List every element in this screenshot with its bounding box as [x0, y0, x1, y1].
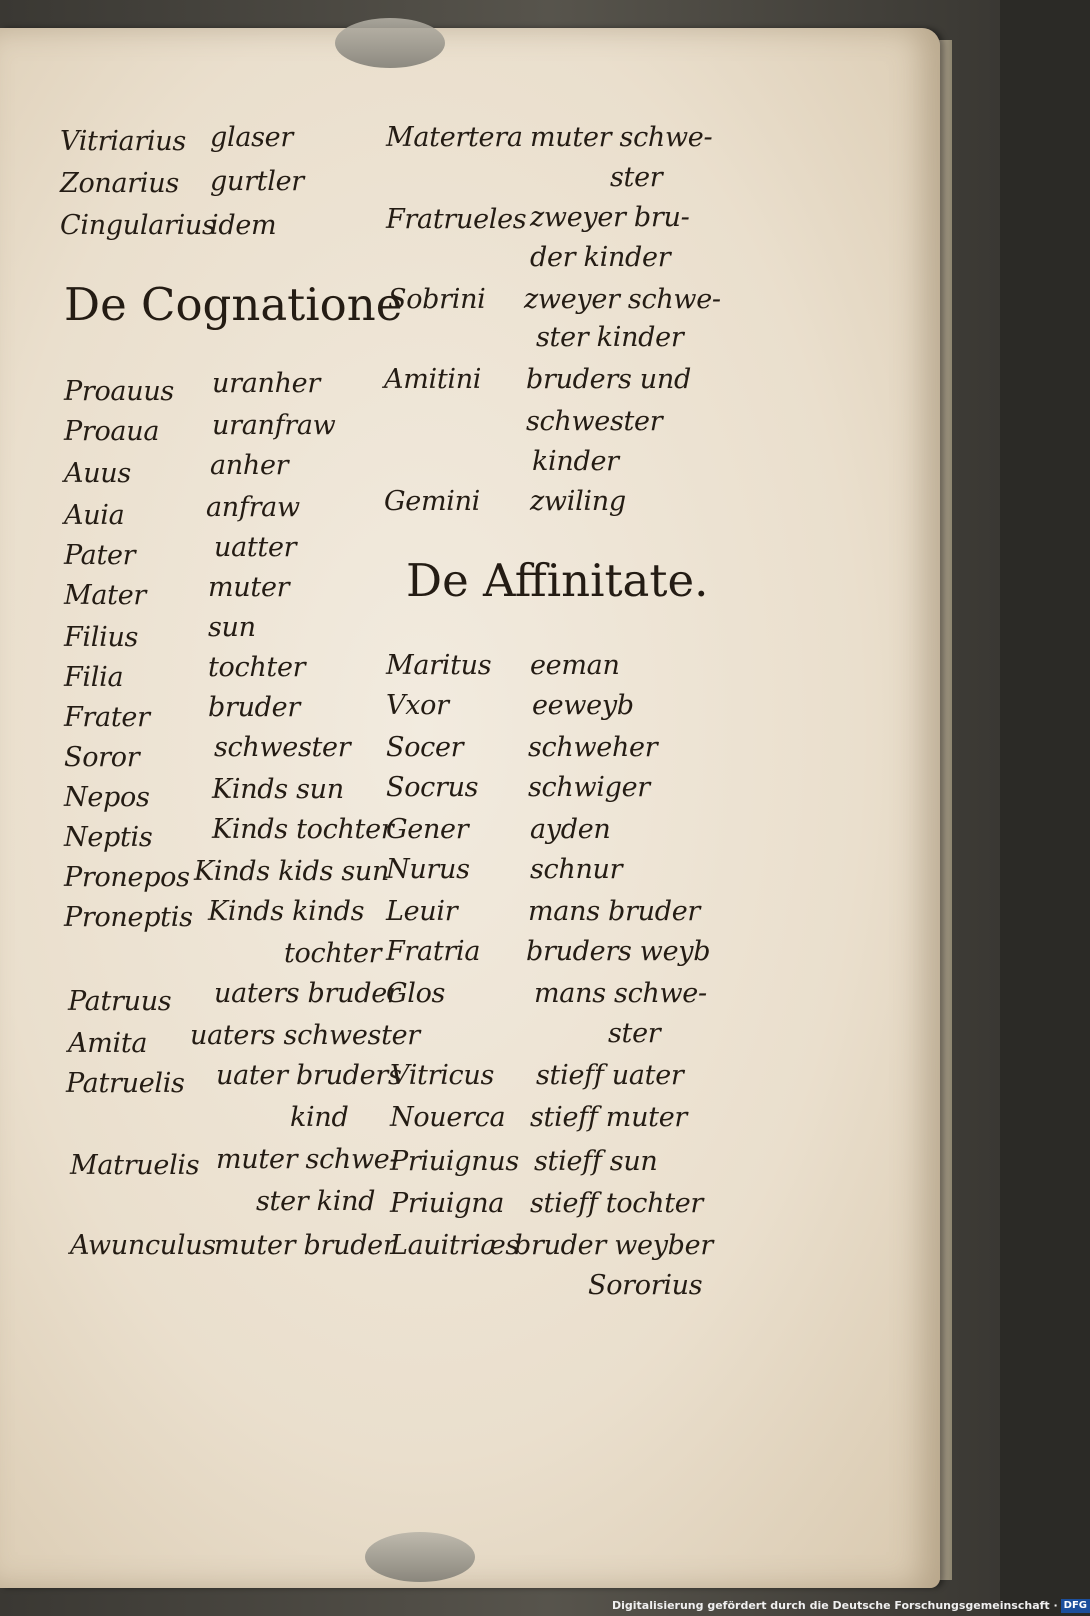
- german-term-continued: schwester: [526, 406, 663, 437]
- latin-term: Priuignus: [390, 1146, 519, 1177]
- german-term: muter schwe-: [216, 1144, 399, 1175]
- german-term: Kinds kids sun: [194, 856, 390, 887]
- german-term-continued: ster kinder: [536, 322, 684, 353]
- latin-term: Fratrueles: [386, 204, 527, 235]
- german-term: eeman: [530, 650, 620, 681]
- latin-term: Soror: [64, 742, 140, 773]
- latin-term: Fratria: [386, 936, 481, 967]
- latin-term: Proaua: [64, 416, 160, 447]
- paper-clip-top: [335, 18, 445, 68]
- latin-term: Filius: [64, 622, 139, 653]
- german-term: sun: [208, 612, 256, 643]
- german-term: stieff tochter: [530, 1188, 704, 1219]
- latin-term: Gener: [386, 814, 469, 845]
- catchword: Sororius: [588, 1270, 703, 1301]
- german-term: muter schwe-: [530, 122, 713, 153]
- latin-term: Glos: [386, 978, 446, 1009]
- latin-term: Lauitriæs: [390, 1230, 519, 1261]
- german-term: Kinds sun: [212, 774, 344, 805]
- german-term: stieff sun: [534, 1146, 658, 1177]
- latin-term: Proneptis: [64, 902, 193, 933]
- latin-term: Pronepos: [64, 862, 190, 893]
- latin-term: Matertera: [386, 122, 523, 153]
- german-term-continued: der kinder: [530, 242, 671, 273]
- latin-term: Auia: [64, 500, 125, 531]
- latin-term: Leuir: [386, 896, 458, 927]
- footer-text: Digitalisierung gefördert durch die Deutsche Forschungsgemeinschaft ·: [612, 1599, 1058, 1612]
- latin-term: Gemini: [384, 486, 481, 517]
- german-term: uranfraw: [212, 410, 336, 441]
- latin-term: Priuigna: [390, 1188, 505, 1219]
- latin-term: Nepos: [64, 782, 150, 813]
- latin-term: Vitricus: [390, 1060, 495, 1091]
- latin-term: Amita: [68, 1028, 148, 1059]
- german-term: zwiling: [530, 486, 626, 517]
- dfg-logo-icon: DFG: [1061, 1599, 1090, 1613]
- section-heading-cognatio: De Cognatione: [64, 278, 403, 331]
- german-term: zweyer bru-: [530, 202, 690, 233]
- german-term: schweher: [528, 732, 658, 763]
- latin-term: Vxor: [386, 690, 449, 721]
- german-term: gurtler: [210, 166, 304, 197]
- german-term: ayden: [530, 814, 611, 845]
- latin-term: Sobrini: [388, 284, 486, 315]
- german-term-continued: kinder: [532, 446, 619, 477]
- german-term: anher: [210, 450, 289, 481]
- german-term: bruder weyber: [514, 1230, 713, 1261]
- german-term: muter: [208, 572, 290, 603]
- german-term: tochter: [208, 652, 306, 683]
- german-term: schwester: [214, 732, 351, 763]
- paper-clip-bottom: [365, 1532, 475, 1582]
- latin-term: Socrus: [386, 772, 479, 803]
- latin-term: Nurus: [386, 854, 470, 885]
- latin-term: Patruus: [68, 986, 172, 1017]
- latin-term: Patruelis: [66, 1068, 185, 1099]
- latin-term: Frater: [64, 702, 150, 733]
- latin-term: Neptis: [64, 822, 153, 853]
- latin-term: Maritus: [386, 650, 492, 681]
- german-term: schwiger: [528, 772, 650, 803]
- german-term: mans bruder: [528, 896, 700, 927]
- german-term: bruders und: [526, 364, 691, 395]
- latin-term: Proauus: [64, 376, 174, 407]
- latin-term: Amitini: [384, 364, 482, 395]
- german-term-continued: kind: [290, 1102, 349, 1133]
- latin-term: Pater: [64, 540, 136, 571]
- german-term-continued: ster kind: [256, 1186, 376, 1217]
- german-term: stieff uater: [536, 1060, 684, 1091]
- german-term-continued: ster: [610, 162, 663, 193]
- german-term-continued: ster: [608, 1018, 661, 1049]
- german-term: bruders weyb: [526, 936, 711, 967]
- german-term: uater bruders: [216, 1060, 402, 1091]
- german-term: mans schwe-: [534, 978, 707, 1009]
- german-term: glaser: [210, 122, 293, 153]
- latin-term: Cingularius: [60, 210, 216, 241]
- latin-term: Zonarius: [60, 168, 179, 199]
- german-term: uatter: [214, 532, 297, 563]
- digitization-footer: [612, 1598, 1090, 1614]
- latin-term: Filia: [64, 662, 124, 693]
- german-term: eeweyb: [532, 690, 634, 721]
- german-term-continued: tochter: [284, 938, 382, 969]
- german-term: uranher: [212, 368, 320, 399]
- latin-term: Awunculus: [70, 1230, 216, 1261]
- latin-term: Auus: [64, 458, 131, 489]
- german-term: uaters schwester: [190, 1020, 420, 1051]
- german-term: zweyer schwe-: [524, 284, 721, 315]
- german-term: idem: [210, 210, 277, 241]
- german-term: uaters bruder: [214, 978, 400, 1009]
- latin-term: Mater: [64, 580, 146, 611]
- german-term: bruder: [208, 692, 300, 723]
- latin-term: Matruelis: [70, 1150, 200, 1181]
- german-term: muter bruder: [214, 1230, 396, 1261]
- latin-term: Socer: [386, 732, 464, 763]
- german-term: schnur: [530, 854, 623, 885]
- german-term: stieff muter: [530, 1102, 688, 1133]
- latin-term: Nouerca: [390, 1102, 506, 1133]
- german-term: Kinds kinds: [208, 896, 365, 927]
- page-edge: [938, 40, 952, 1580]
- latin-term: Vitriarius: [60, 126, 186, 157]
- section-heading-affinitas: De Affinitate.: [406, 554, 709, 607]
- german-term: Kinds tochter: [212, 814, 394, 845]
- german-term: anfraw: [206, 492, 300, 523]
